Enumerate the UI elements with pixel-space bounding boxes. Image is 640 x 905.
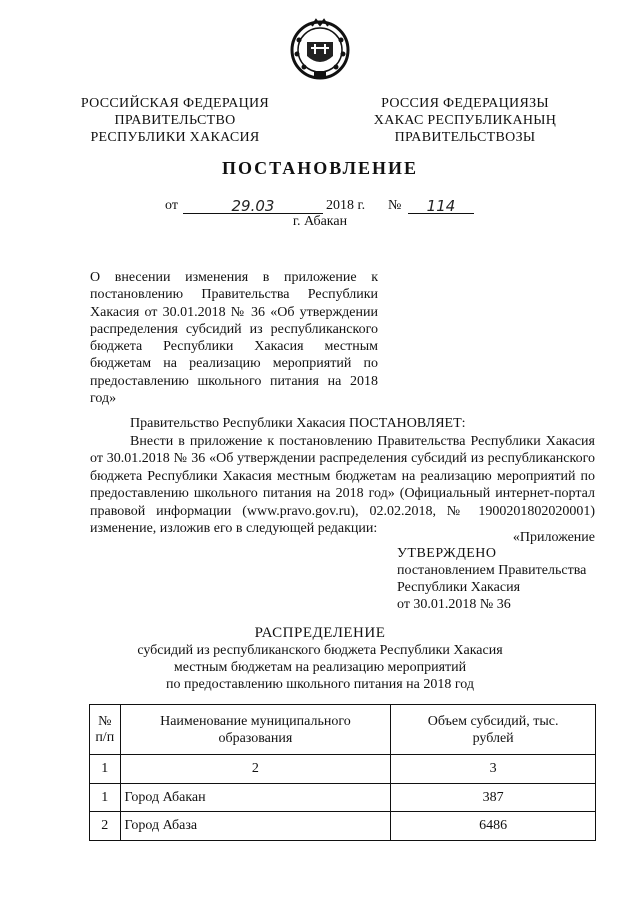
header-right-line-2: ХАКАС РЕСПУБЛИКАНЫҢ xyxy=(373,113,557,128)
document-title: ПОСТАНОВЛЕНИЕ xyxy=(221,158,419,178)
row-municipality: Город Абакан xyxy=(120,784,391,812)
header-amount: Объем субсидий, тыс. рублей xyxy=(391,705,596,755)
resolve-statement: Правительство Республики Хакасия ПОСТАНОВЛЯЕТ: xyxy=(130,416,466,431)
approved-line-2: Республики Хакасия xyxy=(397,580,521,595)
city-label: г. Абакан xyxy=(292,214,348,229)
coat-of-arms-emblem xyxy=(287,16,353,82)
table-row xyxy=(90,812,596,841)
appendix-label: «Приложение xyxy=(512,530,595,545)
header-municipality: Наименование муниципального образования xyxy=(120,705,391,755)
number-handwritten-field: 114 xyxy=(408,197,474,214)
subsidies-table xyxy=(89,704,596,841)
header-left-line-3: РЕСПУБЛИКИ ХАКАСИЯ xyxy=(90,130,260,145)
col-number-2: 2 xyxy=(120,755,391,784)
col-number-3: 3 xyxy=(391,755,596,784)
header-number: № п/п xyxy=(90,705,121,755)
table-column-numbers-row xyxy=(90,755,596,784)
row-amount: 387 xyxy=(391,784,596,812)
distribution-subtitle xyxy=(0,642,640,693)
document-subject: О внесении изменения в приложение к постановлению Правительства Республики Хакасия от 30.01.2018 № 36 «Об утверждении распределения субсидий из республиканского бюджета Республики Хакасия местным бюджетам на реализацию мероприятий по предоставлению школьного питания на 2018 год» xyxy=(90,270,378,407)
row-amount: 6486 xyxy=(391,812,596,841)
approved-label: УТВЕРЖДЕНО xyxy=(397,546,497,561)
approved-block xyxy=(397,545,586,613)
header-right-line-3: ПРАВИТЕЛЬСТВОЗЫ xyxy=(394,130,536,145)
distribution-subtitle-line-2: местным бюджетам на реализацию мероприятий xyxy=(173,660,467,675)
date-handwritten-field: 29.03 xyxy=(183,197,323,214)
number-label: № xyxy=(388,198,402,213)
approved-line-1: постановлением Правительства xyxy=(397,563,587,578)
distribution-subtitle-line-1: субсидий из республиканского бюджета Республики Хакасия xyxy=(137,643,503,658)
header-left-block xyxy=(70,95,280,146)
header-left-line-1: РОССИЙСКАЯ ФЕДЕРАЦИЯ xyxy=(80,96,270,111)
approved-line-3: от 30.01.2018 № 36 xyxy=(397,597,511,612)
body-paragraph-first-line: Внести в приложение к постановлению Правительства Республики Хакасия xyxy=(130,434,595,449)
col-number-1: 1 xyxy=(90,755,121,784)
table-header-row xyxy=(90,705,596,755)
table-row xyxy=(90,784,596,812)
row-number: 2 xyxy=(90,812,121,841)
date-from-label: от xyxy=(165,198,178,213)
body-paragraph: от 30.01.2018 № 36 «Об утверждении распределения субсидий из республиканского бюджета Республики Хакасия местным бюджетам на реализацию мероприятий по предоставлению школьного питания на 2018 год» (Официальный интернет-портал правовой информации (www.pravo.gov.ru), 02.02.2018, № 1900201802020001) изменение, изложив его в следующей редакции: xyxy=(90,451,595,536)
row-municipality: Город Абаза xyxy=(120,812,391,841)
row-number: 1 xyxy=(90,784,121,812)
header-right-block xyxy=(350,95,580,146)
distribution-title: РАСПРЕДЕЛЕНИЕ xyxy=(254,625,386,641)
date-year: 2018 г. xyxy=(326,198,366,213)
header-left-line-2: ПРАВИТЕЛЬСТВО xyxy=(114,113,236,128)
header-right-line-1: РОССИЯ ФЕДЕРАЦИЯЗЫ xyxy=(381,96,549,111)
distribution-subtitle-line-3: по предоставлению школьного питания на 2018 год xyxy=(166,677,474,692)
